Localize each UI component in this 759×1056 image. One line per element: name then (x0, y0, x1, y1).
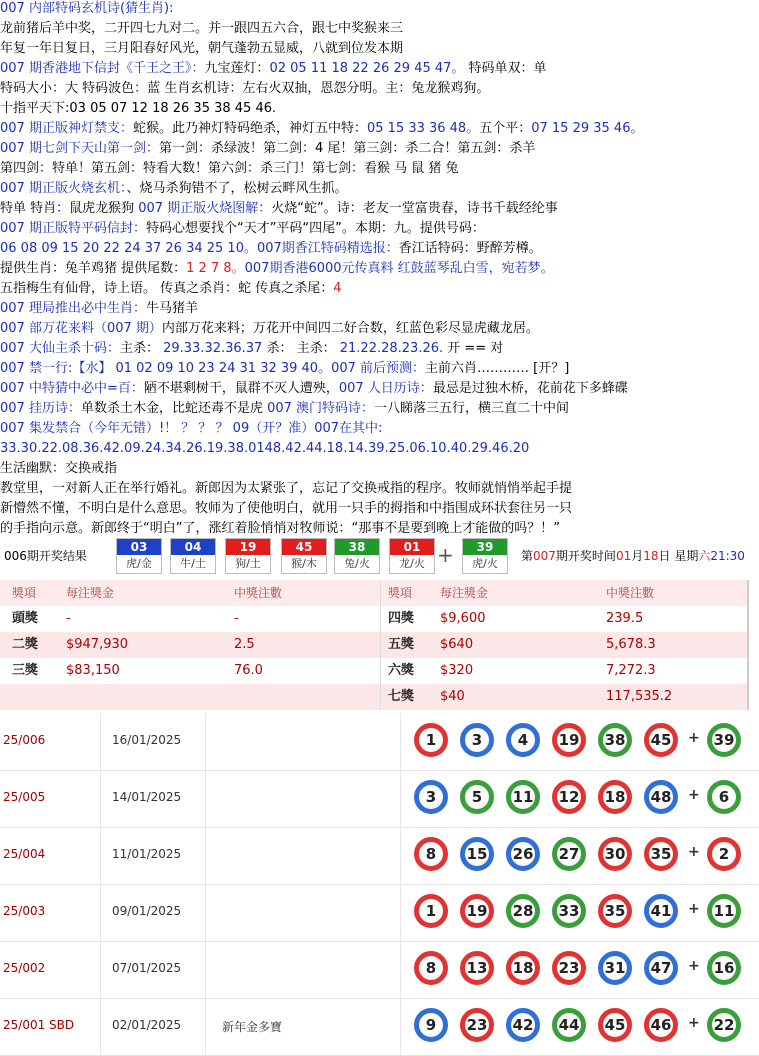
text-line (0, 79, 759, 99)
text-line (0, 139, 759, 159)
text-line (0, 39, 759, 59)
number-ball: 41 (644, 894, 678, 928)
text-segment: 主杀： (119, 341, 164, 356)
text-segment: 龙前猪后羊中奖，二开四七九对二。并一跟四五六合，跟七中奖猴来三 (0, 21, 404, 36)
number-ball: 35 (598, 894, 632, 928)
draw-result-label: 006期开奖结果 (4, 549, 87, 563)
column-divider (100, 713, 101, 770)
column-divider (400, 770, 401, 827)
text-segment: 29.33.32.36.37 (163, 341, 263, 356)
draw-ball-number: 39 (463, 539, 507, 555)
special-number-ball: 2 (707, 837, 741, 871)
text-segment: 陋不堪剩树干，鼠群不灭人遭殃， (143, 381, 339, 396)
text-line (0, 439, 759, 459)
draw-time-part: 六 (698, 549, 711, 563)
text-line (0, 519, 759, 536)
draw-ball (225, 538, 271, 574)
plus-sign: + (688, 787, 700, 803)
history-row (0, 827, 759, 885)
prize-name: 二獎 (12, 637, 39, 652)
history-issue: 25/001 SBD (3, 1018, 75, 1032)
text-line (0, 199, 759, 219)
draw-ball-zodiac: 牛/土 (171, 555, 215, 572)
number-ball: 15 (460, 837, 494, 871)
history-date: 11/01/2025 (112, 847, 182, 861)
text-segment: 07 15 29 35 46。 (531, 121, 644, 136)
number-ball: 11 (506, 780, 540, 814)
text-segment: 火烧“蛇”。诗：老友一堂富贵春，诗书千载经纶事 (271, 201, 558, 216)
number-ball: 9 (414, 1008, 448, 1042)
text-segment: 提供生肖：兔羊鸡猪 提供尾数： (0, 261, 187, 276)
prize-count: 117,535.2 (606, 689, 673, 704)
number-ball: 23 (552, 951, 586, 985)
text-segment: 007 期正版火烧玄机： (0, 181, 127, 196)
column-divider (205, 998, 206, 1055)
number-ball: 1 (414, 894, 448, 928)
number-ball: 3 (414, 780, 448, 814)
prize-count: - (234, 611, 239, 626)
text-segment: 特码单双： (464, 61, 534, 76)
special-number-ball: 11 (707, 894, 741, 928)
text-segment: 单数杀土木金，比蛇还毒不是虎 (80, 401, 268, 416)
draw-ball-zodiac: 狗/土 (226, 555, 270, 572)
plus-sign: + (437, 543, 454, 567)
text-segment: 的手指向示意。新郎终于“明白”了，涨红着脸悄悄对牧师说：“那事不是要到晚上才能做的吗？！” (0, 521, 560, 536)
text-segment: 21.22.28.23.26. (339, 341, 444, 356)
prize-count: 2.5 (234, 637, 255, 652)
special-number-ball: 39 (707, 723, 741, 757)
prize-amount: $83,150 (66, 663, 120, 678)
text-segment: 最忌是过独木桥，花前花下多蜂碟 (432, 381, 628, 396)
text-line (0, 119, 759, 139)
column-divider (205, 770, 206, 827)
text-segment: 1 2 7 8。 (186, 261, 245, 276)
text-segment: 左右火双抽，恩怨分明。主：兔龙猴鸡狗。 (242, 81, 490, 96)
prize-amount: $947,930 (66, 637, 129, 652)
draw-ball-number: 03 (117, 539, 161, 555)
text-line (0, 299, 759, 319)
text-segment: 007 集发禁合（今年无错）!！ ？ ？ ？ 09（开？准） (0, 421, 315, 436)
text-line (0, 219, 759, 239)
header-count-left: 中獎注數 (234, 586, 283, 600)
header-amount-left: 每注獎金 (66, 586, 115, 600)
draw-time-part: 日 星期 (658, 549, 699, 563)
number-ball: 26 (506, 837, 540, 871)
number-ball: 45 (644, 723, 678, 757)
number-ball: 31 (598, 951, 632, 985)
draw-time-part: 月 (631, 549, 644, 563)
prize-row (0, 606, 747, 632)
plus-sign: + (688, 730, 700, 746)
history-row (0, 770, 759, 828)
prize-amount: $320 (440, 663, 474, 678)
number-ball: 5 (460, 780, 494, 814)
draw-ball-number: 01 (390, 539, 434, 555)
text-line (0, 419, 759, 439)
history-note: 新年金多寶 (222, 1020, 283, 1034)
header-amount-right: 每注獎金 (440, 586, 489, 600)
number-ball: 19 (552, 723, 586, 757)
text-segment: 007 期正版火烧图解： (138, 201, 272, 216)
header-prize-right: 獎項 (388, 586, 413, 600)
prize-row (0, 658, 747, 684)
text-segment: 单 (533, 61, 547, 76)
text-line (0, 399, 759, 419)
history-date: 16/01/2025 (112, 733, 182, 747)
prize-name: 三獎 (12, 663, 39, 678)
number-ball: 4 (506, 723, 540, 757)
text-segment: 五指梅生有仙骨，诗上语。 传真之杀肖： (0, 281, 239, 296)
column-divider (205, 713, 206, 770)
number-ball: 3 (460, 723, 494, 757)
text-segment: 007 期七剑下天山第一剑： (0, 141, 159, 156)
text-segment: 007 期正版神灯禁支： (0, 121, 133, 136)
prize-amount: $9,600 (440, 611, 486, 626)
column-divider (100, 884, 101, 941)
draw-ball-number: 38 (335, 539, 379, 555)
number-ball: 30 (598, 837, 632, 871)
number-ball: 18 (506, 951, 540, 985)
prize-table-header (0, 580, 747, 606)
text-segment: 年复一年日复日，三月阳春好风光，朝气蓬勃五显威，八就到位发本期 (0, 41, 404, 56)
history-row (0, 713, 759, 771)
text-segment: 九宝莲灯： (204, 61, 270, 76)
column-divider (100, 941, 101, 998)
column-divider (400, 713, 401, 770)
draw-time-part: 21:30 (710, 549, 745, 563)
history-date: 02/01/2025 (112, 1018, 182, 1032)
draw-time-part: 期开奖时间 (555, 549, 616, 563)
next-draw-time (521, 547, 745, 564)
history-row (0, 941, 759, 999)
text-segment: 主前六肖………… [开？] (425, 361, 570, 376)
text-segment: 特码波色： (78, 81, 148, 96)
text-line (0, 499, 759, 519)
draw-ball-zodiac: 虎/金 (117, 555, 161, 572)
text-line (0, 479, 759, 499)
number-ball: 38 (598, 723, 632, 757)
prize-name: 頭獎 (12, 611, 39, 626)
prize-row (0, 684, 747, 710)
draw-ball (389, 538, 435, 574)
draw-ball-zodiac: 兔/火 (335, 555, 379, 572)
text-line (0, 19, 759, 39)
text-segment: 02 05 11 18 22 26 29 45 47。 (269, 61, 465, 76)
history-issue: 25/005 (3, 790, 46, 804)
number-ball: 47 (644, 951, 678, 985)
draw-history-list (0, 713, 759, 1054)
draw-ball-zodiac: 猴/木 (282, 555, 326, 572)
text-segment: 007 内部特码玄机诗(猜生肖): (0, 1, 174, 16)
number-ball: 13 (460, 951, 494, 985)
text-segment: 蛇猴。此乃神灯特码绝杀，神灯五中特： (132, 121, 367, 136)
text-segment: 007在其中: (314, 421, 383, 436)
text-segment: 007期香江特码精选报： (256, 241, 399, 256)
text-segment: 007 期香港地下信封《千王之王》： (0, 61, 205, 76)
text-line (0, 239, 759, 259)
number-ball: 28 (506, 894, 540, 928)
text-line (0, 259, 759, 279)
prize-name: 七獎 (388, 689, 415, 704)
text-segment: 传真之杀尾： (251, 281, 334, 296)
draw-time-part: 007 (533, 549, 556, 563)
text-line (0, 379, 759, 399)
column-divider (400, 998, 401, 1055)
history-row (0, 884, 759, 942)
column-divider (205, 827, 206, 884)
header-count-right: 中獎注數 (606, 586, 655, 600)
column-divider (380, 580, 381, 710)
prize-table (0, 580, 749, 710)
text-segment: 新懵然不懂，不明白是什么意思。牧师为了使他明白，就用一只手的拇指和中指围成环状套往另一只 (0, 501, 573, 516)
text-line (0, 159, 759, 179)
text-segment: 007 大仙主杀十码： (0, 341, 120, 356)
text-segment: 01 02 09 10 23 24 31 32 39 40。 (115, 361, 332, 376)
text-segment: 007 禁一行:【水】 (0, 361, 116, 376)
prize-name: 四獎 (388, 611, 415, 626)
text-segment: 杀： 主杀： (262, 341, 340, 356)
text-segment: 教堂里，一对新人正在举行婚礼。新郎因为太紧张了，忘记了交换戒指的程序。牧师就悄悄举起手提 (0, 481, 573, 496)
draw-ball (334, 538, 380, 574)
text-segment: 007 前后预测： (331, 361, 426, 376)
number-ball: 8 (414, 837, 448, 871)
text-segment: 007 挂历诗： (0, 401, 81, 416)
text-line (0, 319, 759, 339)
history-row (0, 998, 759, 1056)
text-line (0, 339, 759, 359)
column-divider (100, 770, 101, 827)
text-segment: 牛马猪羊 (145, 301, 198, 316)
text-segment: 33.30.22.08.36.42.09.24.34.26.19.38.0148.42.44.18.14.39.25.06.10.40.29.46.20 (0, 441, 530, 456)
column-divider (400, 884, 401, 941)
text-segment: 蛇 (238, 281, 252, 296)
draw-ball (281, 538, 327, 574)
text-line (0, 0, 759, 19)
text-segment: 、烧马杀狗错不了，松树云畔风生抓。 (126, 181, 348, 196)
text-segment: 007 人日历诗： (338, 381, 433, 396)
number-ball: 8 (414, 951, 448, 985)
prize-name: 五獎 (388, 637, 415, 652)
number-ball: 44 (552, 1008, 586, 1042)
column-divider (400, 941, 401, 998)
text-segment: 06 08 09 15 20 22 24 37 26 34 25 10。 (0, 241, 257, 256)
text-segment: 特单 特肖：鼠虎龙猴狗 (0, 201, 139, 216)
prize-count: 76.0 (234, 663, 263, 678)
prize-count: 239.5 (606, 611, 644, 626)
text-line (0, 59, 759, 79)
text-segment: 香江话特码：野醉芳樽。 (398, 241, 542, 256)
text-segment: 第一剑：杀绿波！第二剑：4 尾！第三剑：杀二合！第五剑：杀羊 (158, 141, 536, 156)
prize-amount: $40 (440, 689, 465, 704)
text-segment: 4 (333, 281, 342, 296)
text-line (0, 279, 759, 299)
text-segment: 生活幽默：交换戒指 (0, 461, 118, 476)
column-divider (205, 941, 206, 998)
number-ball: 46 (644, 1008, 678, 1042)
history-issue: 25/003 (3, 904, 46, 918)
draw-result-strip (0, 537, 759, 575)
text-segment: 大 (65, 81, 79, 96)
number-ball: 35 (644, 837, 678, 871)
history-issue: 25/006 (3, 733, 46, 747)
text-segment: 007 理局推出必中生肖： (0, 301, 146, 316)
column-divider (400, 827, 401, 884)
number-ball: 12 (552, 780, 586, 814)
number-ball: 48 (644, 780, 678, 814)
text-line (0, 359, 759, 379)
number-ball: 45 (598, 1008, 632, 1042)
text-line (0, 459, 759, 479)
prize-count: 7,272.3 (606, 663, 656, 678)
history-issue: 25/004 (3, 847, 46, 861)
column-divider (100, 827, 101, 884)
number-ball: 23 (460, 1008, 494, 1042)
history-issue: 25/002 (3, 961, 46, 975)
text-segment: 蓝 (147, 81, 161, 96)
text-segment: 五个平： (479, 121, 532, 136)
plus-sign: + (688, 901, 700, 917)
text-segment: 一八睇落三五行，横三直二十中间 (374, 401, 570, 416)
text-line (0, 179, 759, 199)
draw-ball-zodiac: 虎/火 (463, 555, 507, 572)
number-ball: 33 (552, 894, 586, 928)
plus-sign: + (688, 844, 700, 860)
text-segment: 05 15 33 36 48。 (366, 121, 480, 136)
special-number-ball: 16 (707, 951, 741, 985)
draw-special-ball (462, 538, 508, 574)
number-ball: 18 (598, 780, 632, 814)
number-ball: 19 (460, 894, 494, 928)
text-segment: 特码大小： (0, 81, 66, 96)
draw-time-part: 18 (643, 549, 659, 563)
draw-ball-number: 19 (226, 539, 270, 555)
text-segment: 开 == 对 (443, 341, 504, 356)
prize-amount: $640 (440, 637, 474, 652)
text-segment: 007 期正版特平码信封： (0, 221, 146, 236)
draw-ball-number: 04 (171, 539, 215, 555)
text-segment: 007 中特猜中必中=百： (0, 381, 144, 396)
text-segment: 第四剑：特单！第五剑：特看大数！第六剑：杀三门！第七剑：看猴 马 鼠 猪 兔 (0, 161, 459, 176)
column-divider (100, 998, 101, 1055)
number-ball: 1 (414, 723, 448, 757)
plus-sign: + (688, 958, 700, 974)
prize-name: 六獎 (388, 663, 415, 678)
text-segment: 特码心想要找个“天才”平码“四尾”。本期：九。提供号码： (145, 221, 485, 236)
history-date: 07/01/2025 (112, 961, 182, 975)
text-segment: 007 部万花来料（007 期） (0, 321, 162, 336)
prize-count: 5,678.3 (606, 637, 656, 652)
history-date: 09/01/2025 (112, 904, 182, 918)
draw-ball (170, 538, 216, 574)
draw-time-part: 第 (521, 549, 534, 563)
special-number-ball: 22 (707, 1008, 741, 1042)
number-ball: 27 (552, 837, 586, 871)
text-segment: 007 澳门特码诗： (267, 401, 375, 416)
text-segment: 内部万花来料；万花开中间四二好合数，红蓝色彩尽显虎藏龙居。 (161, 321, 539, 336)
special-number-ball: 6 (707, 780, 741, 814)
text-line (0, 99, 759, 119)
plus-sign: + (688, 1015, 700, 1031)
draw-ball (116, 538, 162, 574)
text-segment: 十指平天下: (0, 101, 70, 116)
number-ball: 42 (506, 1008, 540, 1042)
text-segment: 007期香港6000元传真料 红鼓蓝琴乱白雪，宛若梦。 (244, 261, 554, 276)
draw-ball-number: 45 (282, 539, 326, 555)
draw-ball-zodiac: 龙/火 (390, 555, 434, 572)
text-segment: 生肖玄机诗： (160, 81, 243, 96)
text-segment: 03 05 07 12 18 26 35 38 45 46. (69, 101, 277, 116)
prize-row (0, 632, 747, 658)
draw-time-part: 01 (615, 549, 632, 563)
history-date: 14/01/2025 (112, 790, 182, 804)
column-divider (205, 884, 206, 941)
header-prize-left: 獎項 (12, 586, 37, 600)
prize-amount: - (66, 611, 71, 626)
